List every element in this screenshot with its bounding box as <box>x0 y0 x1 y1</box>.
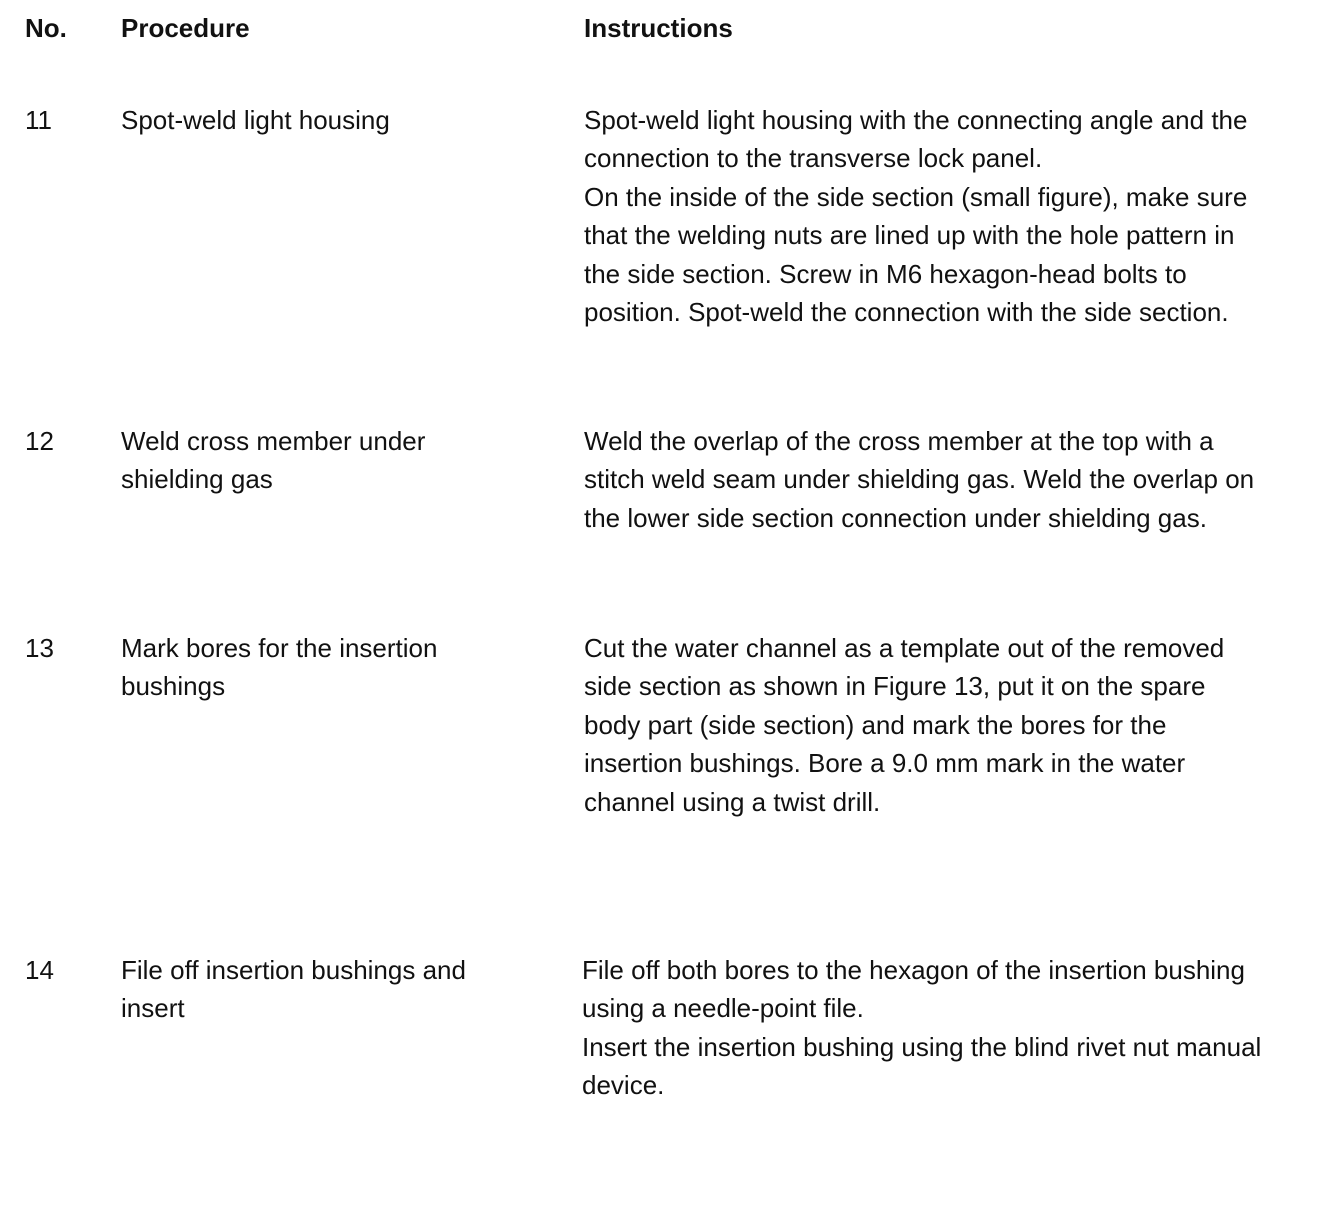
row-instructions: Weld the overlap of the cross member at the top with a stitch weld seam under shielding gas. Weld the overlap on the lower side section connection under shielding gas. <box>584 426 1255 533</box>
row-instructions: Cut the water channel as a template out of the removed side section as shown in Figure 13, put it on the spare body part (side section) and mark the bores for the insertion bushings. Bore a 9.0 mm mark in the water channel using a twist drill. <box>584 633 1225 817</box>
row-procedure: Weld cross member under shielding gas <box>121 426 426 495</box>
row-number: 11 <box>25 105 52 135</box>
row-procedure: Mark bores for the insertion bushings <box>121 633 438 702</box>
row-procedure: Spot-weld light housing <box>121 105 390 135</box>
header-instructions: Instructions <box>584 13 733 43</box>
header-procedure: Procedure <box>121 13 250 43</box>
row-number: 12 <box>25 426 54 456</box>
row-number: 14 <box>25 955 54 985</box>
row-instructions: File off both bores to the hexagon of the insertion bushing using a needle-point file. Insert the insertion bushing using the blind rivet nut manual device. <box>582 955 1262 1101</box>
table-header <box>0 10 1328 46</box>
header-no: No. <box>25 13 67 43</box>
row-number: 13 <box>25 633 54 663</box>
row-instructions: Spot-weld light housing with the connecting angle and the connection to the transverse lock panel. On the inside of the side section (small figure), make sure that the welding nuts are lined up with the hole pattern in the side section. Screw in M6 hexagon-head bolts to position. Spot-weld the connection with the side section. <box>584 105 1248 328</box>
row-procedure: File off insertion bushings and insert <box>121 955 466 1024</box>
